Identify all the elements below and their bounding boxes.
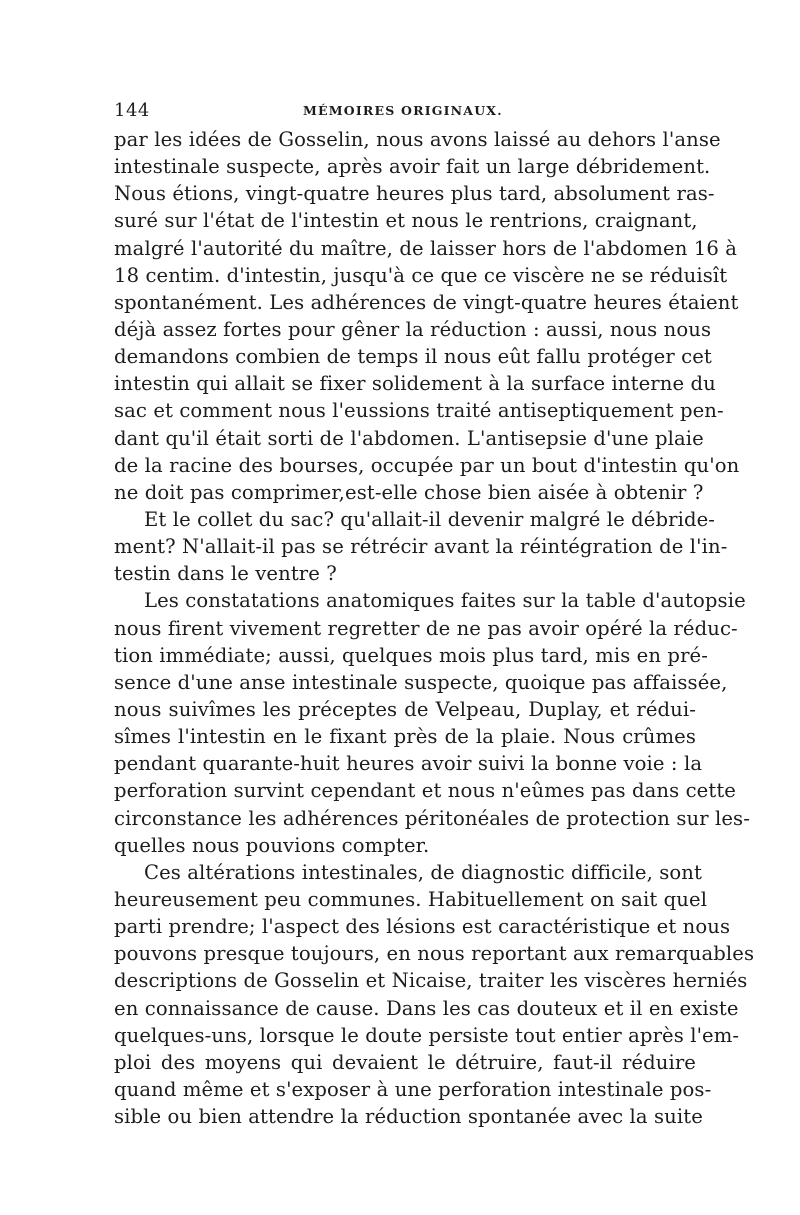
page-header [114, 100, 696, 124]
text-line: ne doit pas comprimer,est-elle chose bien aisée à obtenir ? [114, 480, 704, 504]
text-line: ploi des moyens qui devaient le détruire, faut-il réduire [114, 1050, 696, 1074]
text-line: pouvons presque toujours, en nous reportant aux remarquables [114, 942, 755, 966]
text-line: quand même et s'exposer à une perforation intestinale pos- [114, 1077, 712, 1101]
body-text [114, 126, 755, 1130]
text-line: heureusement peu communes. Habituellement on sait quel [114, 887, 708, 911]
text-line: sac et comment nous l'eussions traité antiseptiquement pen- [114, 399, 724, 423]
text-line: en connaissance de cause. Dans les cas douteux et il en existe [114, 996, 739, 1020]
text-line: pendant quarante-huit heures avoir suivi la bonne voie : la [114, 752, 703, 776]
text-line: nous firent vivement regretter de ne pas avoir opéré la réduc- [114, 616, 738, 640]
text-line: intestinale suspecte, après avoir fait un large débridement. [114, 155, 711, 179]
text-line: Les constatations anatomiques faites sur la table d'autopsie [144, 589, 746, 613]
text-line: de la racine des bourses, occupée par un bout d'intestin qu'on [114, 453, 740, 477]
text-line: intestin qui allait se fixer solidement à la surface interne du [114, 372, 716, 396]
text-line: quelques-uns, lorsque le doute persiste tout entier après l'em- [114, 1023, 740, 1047]
text-line: Nous étions, vingt-quatre heures plus tard, absolument ras- [114, 182, 715, 206]
text-line: Ces altérations intestinales, de diagnostic difficile, sont [144, 860, 702, 884]
text-line: ment? N'allait-il pas se rétrécir avant la réintégration de l'in- [114, 535, 728, 559]
text-line: spontanément. Les adhérences de vingt-quatre heures étaient [114, 290, 739, 314]
text-line: dant qu'il était sorti de l'abdomen. L'antisepsie d'une plaie [114, 426, 704, 450]
text-line: sence d'une anse intestinale suspecte, quoique pas affaissée, [114, 670, 728, 694]
text-line: par les idées de Gosselin, nous avons laissé au dehors l'anse [114, 128, 721, 151]
text-line: malgré l'autorité du maître, de laisser hors de l'abdomen 16 à [114, 236, 738, 260]
text-line: suré sur l'état de l'intestin et nous le rentrions, craignant, [114, 209, 698, 233]
text-line: parti prendre; l'aspect des lésions est caractéristique et nous [114, 915, 731, 939]
text-line: sîmes l'intestin en le fixant près de la plaie. Nous crûmes [114, 725, 696, 749]
text-line: déjà assez fortes pour gêner la réduction : aussi, nous nous [114, 317, 712, 341]
text-line: tion immédiate; aussi, quelques mois plus tard, mis en pré- [114, 643, 708, 667]
running-head: MÉMOIRES ORIGINAUX. [303, 103, 503, 118]
text-line: testin dans le ventre ? [114, 562, 337, 586]
text-line: descriptions de Gosselin et Nicaise, traiter les viscères herniés [114, 969, 748, 993]
text-line: 18 centim. d'intestin, jusqu'à ce que ce viscère ne se réduisît [114, 263, 728, 287]
page-number: 144 [114, 100, 150, 121]
text-line: circonstance les adhérences péritonéales de protection sur les- [114, 806, 750, 830]
text-line: nous suivîmes les préceptes de Velpeau, Duplay, et rédui- [114, 697, 696, 721]
text-line: Et le collet du sac? qu'allait-il devenir malgré le débride- [144, 507, 716, 531]
text-line: sible ou bien attendre la réduction spontanée avec la suite [114, 1105, 703, 1129]
text-line: quelles nous pouvions compter. [114, 833, 430, 857]
text-line: perforation survint cependant et nous n'eûmes pas dans cette [114, 779, 736, 803]
text-line: demandons combien de temps il nous eût fallu protéger cet [114, 345, 712, 369]
